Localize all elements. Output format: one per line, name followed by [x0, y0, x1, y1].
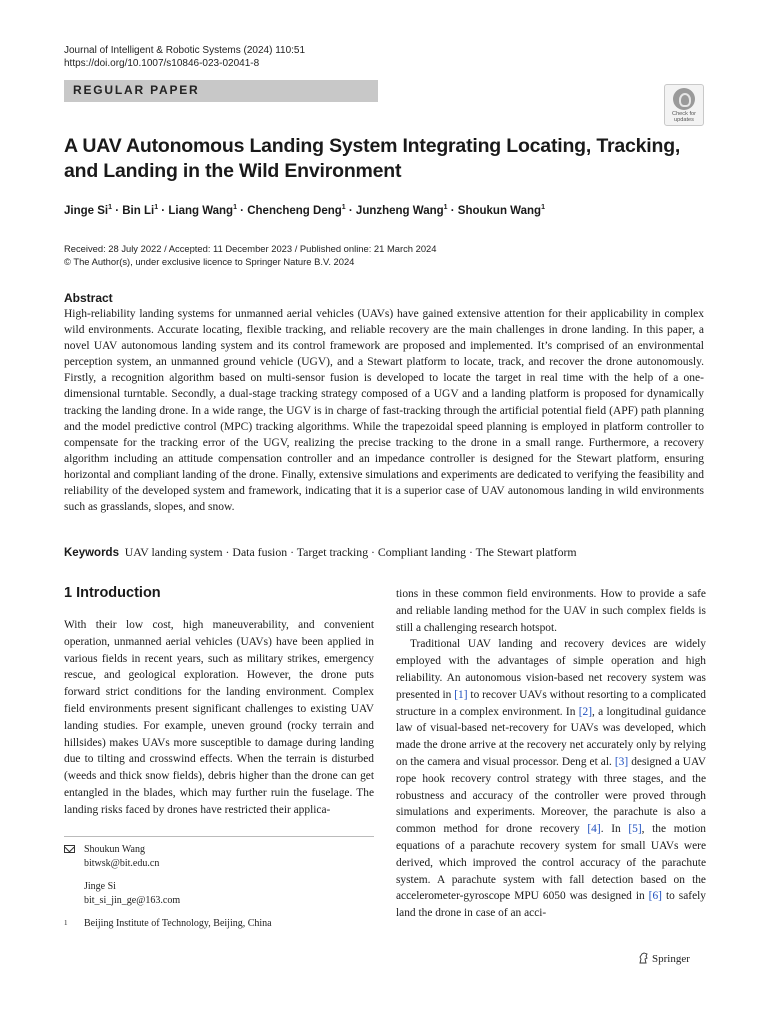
- second-author-email[interactable]: bit_si_jin_ge@163.com: [84, 894, 181, 906]
- author[interactable]: Jinge Si$^1$: [64, 204, 113, 217]
- paper-title: [64, 134, 704, 184]
- corresponding-author-email[interactable]: bitwsk@bit.edu.cn: [84, 857, 160, 869]
- springer-horse-icon: [638, 952, 649, 964]
- citation-link[interactable]: [4]: [587, 823, 601, 836]
- keywords-text: UAV landing system · Data fusion · Target tracking · Compliant landing · The Stewart platform: [124, 545, 577, 559]
- corresponding-author-name: Shoukun Wang: [84, 844, 145, 855]
- intro-paragraph-1-continued: tions in these common field environments. How to provide a safe and reliable landing method for the UAV in such complex fields is still a challenging research hotspot.: [396, 588, 706, 634]
- journal-citation: Journal of Intelligent & Robotic Systems (2024) 110:51: [64, 45, 306, 56]
- doi-link[interactable]: https://doi.org/10.1007/s10846-023-02041-8: [64, 58, 260, 69]
- author[interactable]: Chencheng Deng$^1$: [247, 204, 346, 217]
- citation-link[interactable]: [5]: [628, 823, 642, 836]
- author[interactable]: Shoukun Wang$^1$: [457, 204, 545, 217]
- category-label: REGULAR PAPER: [73, 83, 200, 97]
- check-updates-label: Check for updates: [672, 111, 696, 123]
- right-column: [396, 586, 706, 922]
- second-author-name: Jinge Si: [84, 881, 116, 892]
- publication-history: [64, 242, 704, 268]
- paper-title-line-1: A UAV Autonomous Landing System Integrating Locating, Tracking,: [64, 135, 681, 157]
- intro-paragraph-2: Traditional UAV landing and recovery devices are widely employed with the advantages of simple operation and high reliability. An autonomous vision-based net recovery system was presented in [1] to recover UAVs without resorting to a complicated structure in a complex environment. In [2], a longitudinal guidance law of visual-based net-recovery for UAVs was developed, which made the drone arrive at the recovery net accurately only by relying on the camera and visual processor. Deng et al. [3] designed a UAV rope hook recovery control strategy with three stages, and the robustness and accuracy of the controller were proved through simulations and experiments. Moreover, the parachute is also a common method for drone recovery [4]. In [5], the motion equations of a parachute recovery system for small UAVs were derived, which improved the control accuracy of the parachute system. A parachute system with fall detection based on the accelerometer-gyroscope MPU 6050 was designed in [6] to safely land the drone in case of an acci-: [396, 638, 706, 920]
- footnote-divider: [64, 836, 374, 837]
- journal-header: [64, 44, 305, 70]
- copyright-notice: © The Author(s), under exclusive licence to Springer Nature B.V. 2024: [64, 256, 355, 267]
- author[interactable]: Bin Li$^1$: [122, 204, 159, 217]
- publisher-logo: [638, 952, 690, 965]
- citation-link[interactable]: [1]: [454, 688, 468, 701]
- affiliation-number: 1: [64, 919, 68, 927]
- footnotes: [64, 843, 374, 931]
- affiliation-text: Beijing Institute of Technology, Beijing, China: [84, 918, 272, 929]
- category-banner: [64, 80, 378, 102]
- affiliation-note: [64, 917, 374, 931]
- abstract-text: High-reliability landing systems for unmanned aerial vehicles (UAVs) have gained extensive attention for their applicability in complex wild environments. Accurate locating, flexible tracking, and reliable recovery are the main challenges in drone landing. In this paper, a novel UAV autonomous landing system and its control framework are proposed and implemented. It’s comprised of an environmental perception system, an unmanned ground vehicle (UGV), and a Stewart platform to locate, track, and recover the drone autonomously. Firstly, a recognition algorithm based on multi-sensor fusion is developed to locate the target in real time with the help of a one-dimensional turntable. Secondly, a dual-stage tracking strategy composed of a UGV and a landing platform is proposed for dynamically tracking the landing drone. In a wide range, the UGV is in charge of fast-tracking through the artificial potential field (APF) path planning and the model predictive control (MPC) tracking algorithms. While the trapezoidal speed planning is employed in platform controller to compensate for the tracking error of the UGV, realizing the precise tracking to the drone in a small range. Furthermore, a recovery algorithm including an attitude compensation controller and an impedance controller is designed for the Stewart platform, ensuring horizontal and compliant landing of the drone. Finally, extensive simulations and experiments are dedicated to verifying the feasibility and reliability of the developed system and framework, indicating that it is a superior case of UAV autonomous landing in wild environments such as grasslands, slopes, and snow.: [64, 308, 704, 514]
- abstract-heading: Abstract: [64, 291, 113, 305]
- left-column: [64, 617, 374, 819]
- corresponding-author-note: [64, 843, 374, 907]
- update-check-icon: [673, 88, 695, 110]
- check-for-updates-badge[interactable]: [664, 84, 704, 126]
- intro-paragraph-1: With their low cost, high maneuverability, and convenient operation, unmanned aerial vehicles (UAVs) have been applied in various fields in recent years, such as military strikes, emergency rescue, and geological exploration. However, the drone puts forward strict conditions for the landing environment. Complex field environments present significant challenges to existing UAV landing studies. For example, uneven ground (rocky terrain and hillsides) makes UAVs more susceptible to damage during landing due to tilting and crosswind effects. When the terrain is disturbed (weeds and thick snow fields), debris higher than the drone can get entangled in the blades, which may further ruin the fuselage. The landing risks faced by drones have restricted their applica-: [64, 619, 374, 816]
- publisher-name: Springer: [652, 953, 690, 965]
- paper-title-line-2: and Landing in the Wild Environment: [64, 160, 402, 182]
- author[interactable]: Junzheng Wang$^1$: [355, 204, 448, 217]
- section-heading-introduction: 1 Introduction: [64, 585, 161, 601]
- author-list: Jinge $Si^1$ · Bin $Li^1$ · Liang Wang$^1$ · Chencheng Deng$^1$ · Junzheng Wang$^1$ · Shoukun Wang$^1$: [64, 204, 545, 217]
- publication-dates: Received: 28 July 2022 / Accepted: 11 December 2023 / Published online: 21 March 2024: [64, 243, 437, 254]
- keywords-line: [64, 545, 704, 560]
- envelope-icon: [64, 845, 75, 853]
- citation-link[interactable]: [2]: [578, 705, 593, 718]
- citation-link[interactable]: [3]: [614, 755, 629, 768]
- author[interactable]: Liang Wang$^1$: [168, 204, 237, 217]
- keywords-label: Keywords: [64, 547, 119, 559]
- citation-link[interactable]: [6]: [648, 890, 662, 903]
